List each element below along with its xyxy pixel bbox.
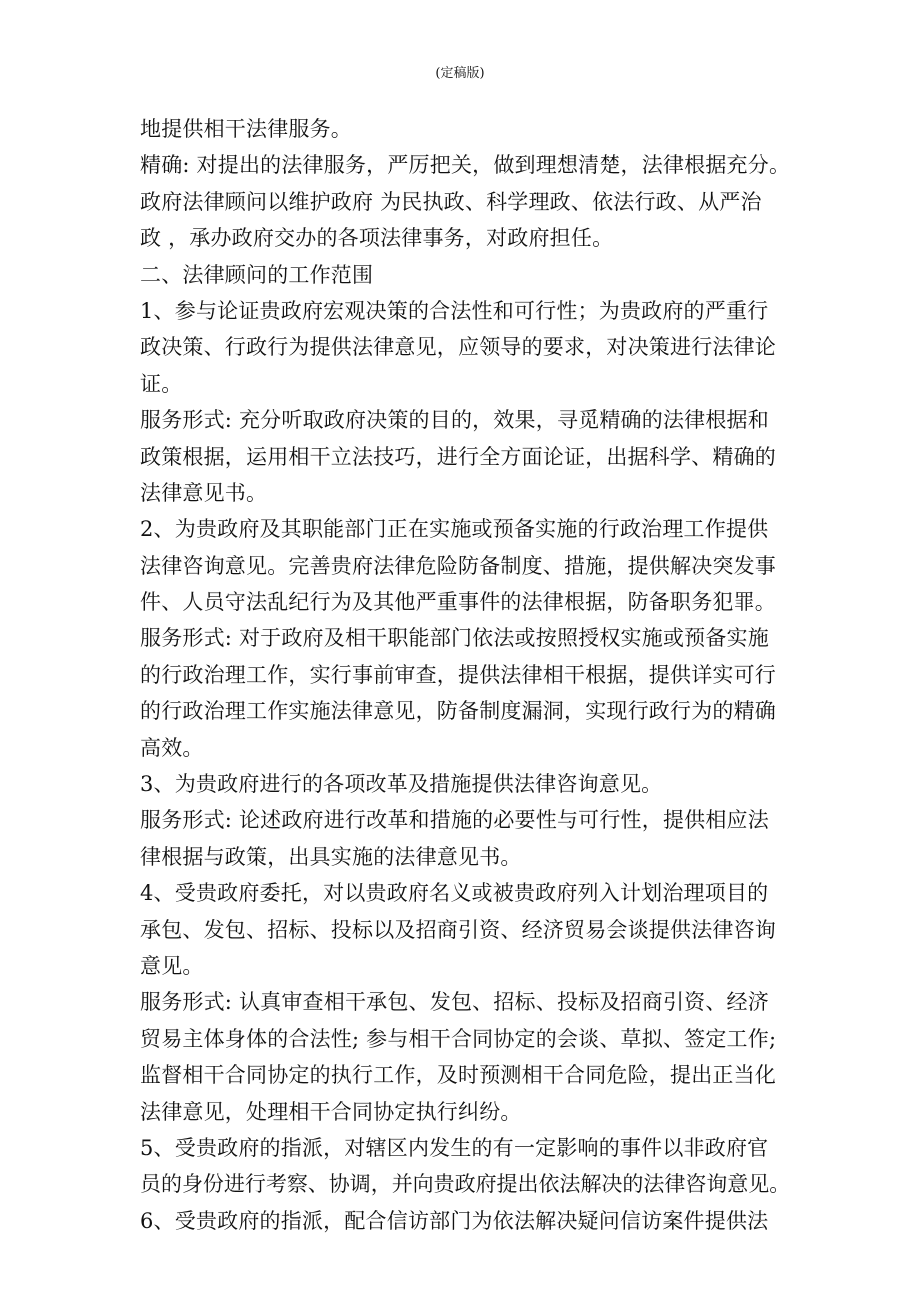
text-line: 政策根据，运用相干立法技巧，进行全方面论证，出据科学、精确的 bbox=[140, 444, 776, 469]
text-line: 政 ，承办政府交办的各项法律事务，对政府担任。 bbox=[140, 226, 614, 251]
text-line: 服务形式: 论述政府进行改革和措施的必要性与可行性，提供相应法 bbox=[140, 808, 769, 833]
text-line: 律根据与政策，出具实施的法律意见书。 bbox=[140, 844, 522, 869]
text-line: 件、人员守法乱纪行为及其他严重事件的法律根据，防备职务犯罪。 bbox=[140, 590, 776, 615]
text-line: 2、为贵政府及其职能部门正在实施或预备实施的行政治理工作提供 bbox=[140, 517, 769, 542]
text-line: 法律意见书。 bbox=[140, 480, 268, 505]
text-line: 证。 bbox=[140, 371, 183, 396]
page-header: (定稿版) bbox=[435, 66, 485, 81]
text-line: 1、参与论证贵政府宏观决策的合法性和可行性；为贵政府的严重行 bbox=[140, 298, 769, 323]
text-line: 监督相干合同协定的执行工作，及时预测相干合同危险，提出正当化 bbox=[140, 1063, 776, 1088]
text-line: 政府法律顾问以维护政府 为民执政、科学理政、依法行政、从严治 bbox=[140, 189, 762, 214]
text-line: 法律咨询意见。完善贵府法律危险防备制度、措施，提供解决突发事 bbox=[140, 553, 776, 578]
text-line: 服务形式: 认真审查相干承包、发包、招标、投标及招商引资、经济 bbox=[140, 990, 769, 1015]
text-line: 贸易主体身体的合法性; 参与相干合同协定的会谈、草拟、签定工作; bbox=[140, 1026, 777, 1051]
text-line: 政决策、行政行为提供法律意见，应领导的要求，对决策进行法律论 bbox=[140, 335, 776, 360]
text-line: 的行政治理工作，实行事前审查，提供法律相干根据，提供详实可行 bbox=[140, 662, 776, 687]
text-line: 高效。 bbox=[140, 735, 204, 760]
text-line: 6、受贵政府的指派，配合信访部门为依法解决疑问信访案件提供法 bbox=[140, 1208, 769, 1233]
text-line: 3、为贵政府进行的各项改革及措施提供法律咨询意见。 bbox=[140, 772, 663, 797]
text-line: 法律意见，处理相干合同协定执行纠纷。 bbox=[140, 1099, 522, 1124]
text-line: 承包、发包、招标、投标以及招商引资、经济贸易会谈提供法律咨询 bbox=[140, 917, 776, 942]
text-line: 5、受贵政府的指派，对辖区内发生的有一定影响的事件以非政府官 bbox=[140, 1135, 769, 1160]
text-line: 的行政治理工作实施法律意见，防备制度漏洞，实现行政行为的精确 bbox=[140, 699, 776, 724]
text-line: 二、法律顾问的工作范围 bbox=[140, 262, 374, 287]
text-line: 服务形式: 对于政府及相干职能部门依法或按照授权实施或预备实施 bbox=[140, 626, 769, 651]
text-line: 意见。 bbox=[140, 953, 204, 978]
text-line: 4、受贵政府委托，对以贵政府名义或被贵政府列入计划治理项目的 bbox=[140, 881, 769, 906]
text-line: 员的身份进行考察、协调，并向贵政府提出依法解决的法律咨询意见。 bbox=[140, 1172, 791, 1197]
text-line: 地提供相干法律服务。 bbox=[140, 117, 352, 141]
text-line: 精确: 对提出的法律服务，严厉把关，做到理想清楚，法律根据充分。 bbox=[140, 153, 791, 178]
document-body bbox=[140, 111, 790, 1239]
text-line: 服务形式: 充分听取政府决策的目的，效果，寻觅精确的法律根据和 bbox=[140, 408, 769, 433]
